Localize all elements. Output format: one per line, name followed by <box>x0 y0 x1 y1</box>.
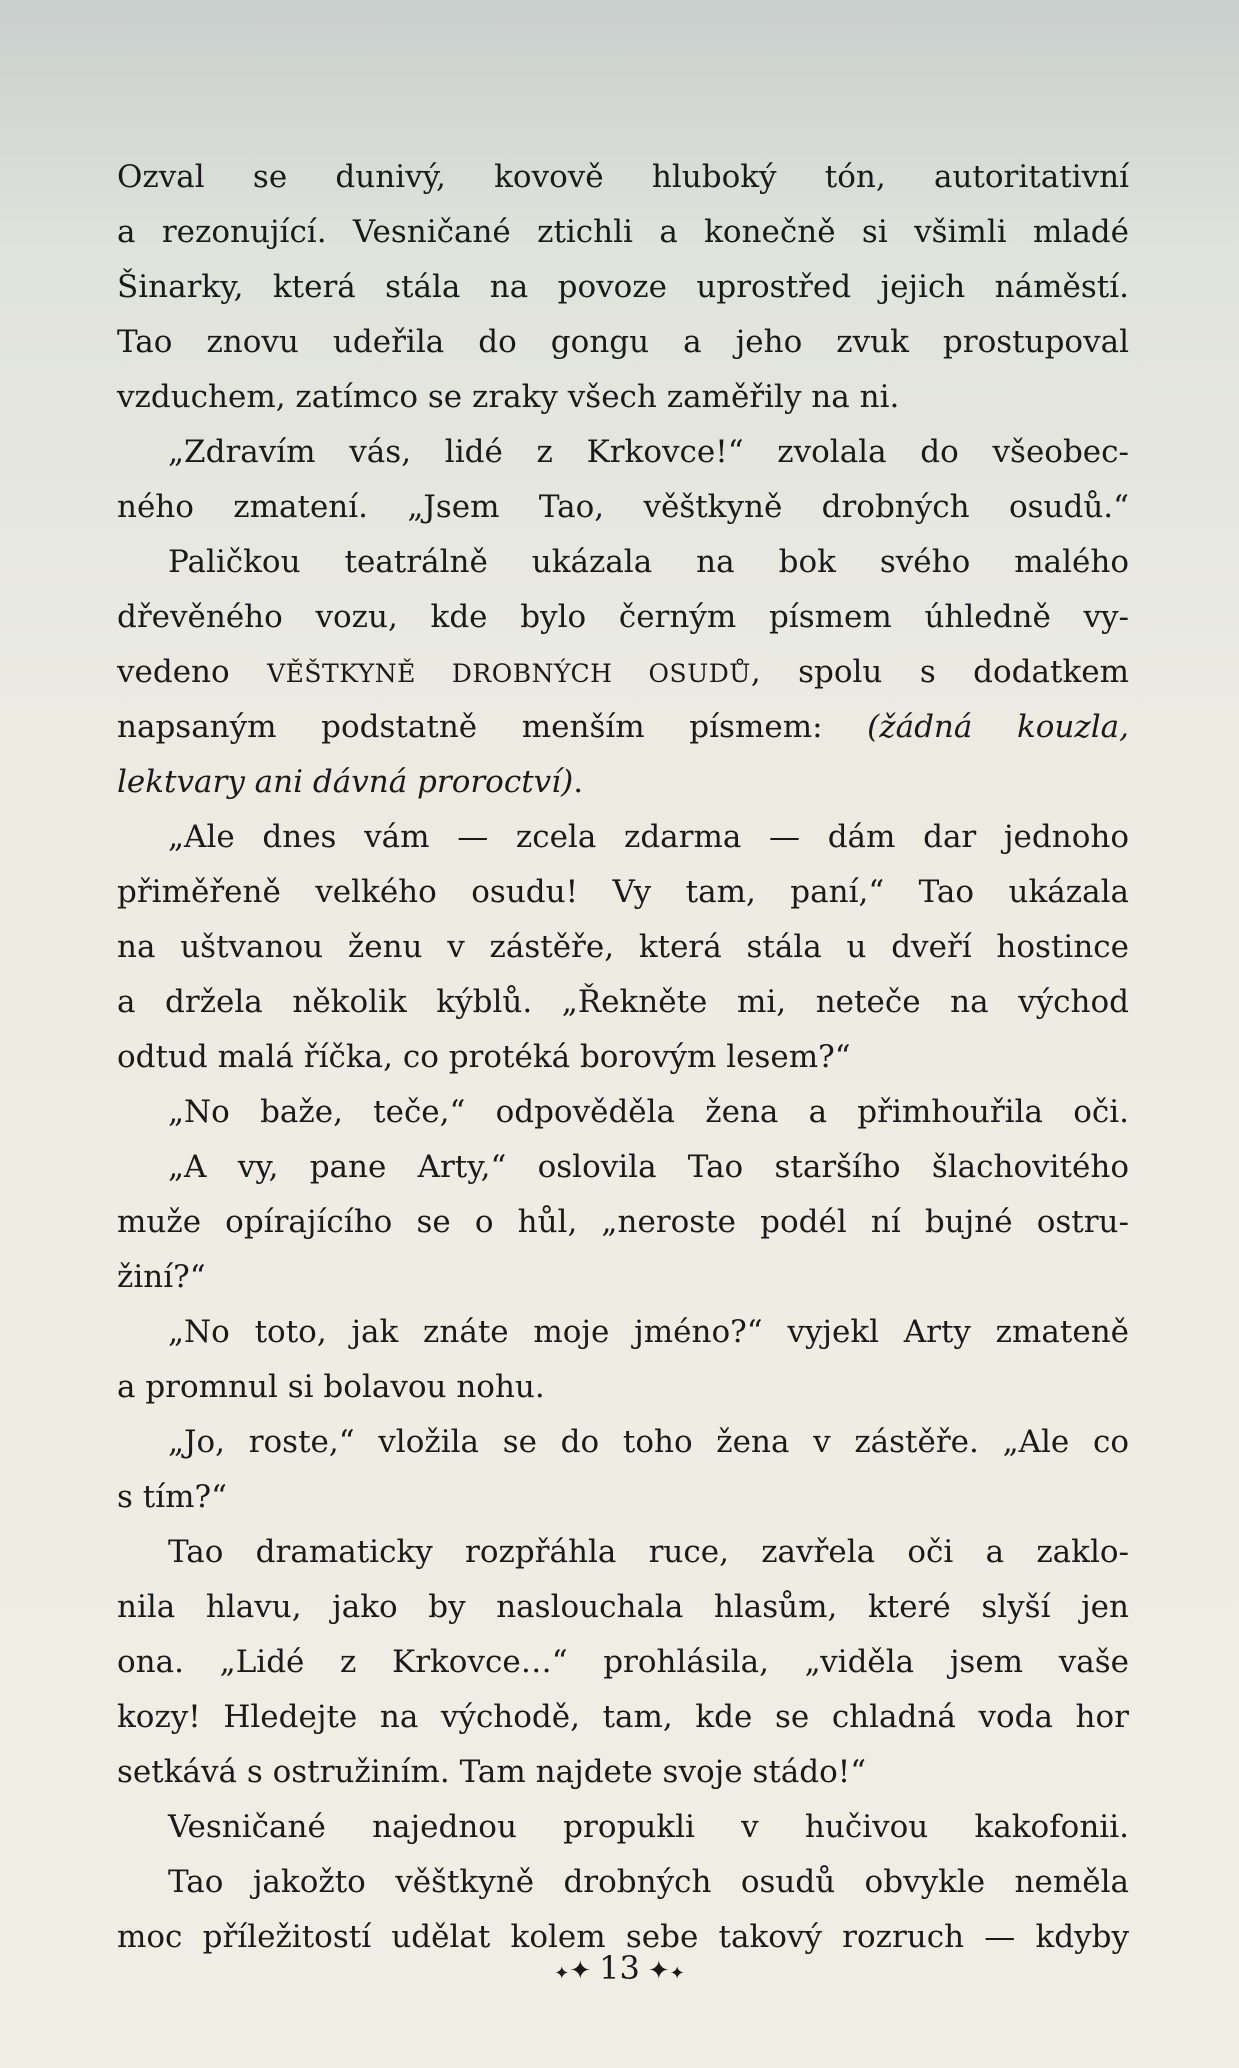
page-number-footer <box>0 1948 1239 1994</box>
text-line: „A vy, pane Arty,“ oslovila Tao staršího šlachovitého <box>168 1149 1129 1185</box>
text-line <box>117 645 1129 700</box>
text-line: „Jo, roste,“ vložila se do toho žena v zástěře. „Ale co <box>168 1424 1129 1460</box>
text-line: Ozval se dunivý, kovově hluboký tón, autoritativní <box>117 159 1129 195</box>
text-line: Vesničané najednou propukli v hučivou kakofonii. <box>168 1809 1129 1845</box>
text-line: ona. „Lidé z Krkovce…“ prohlásila, „viděla jsem vaše <box>117 1644 1129 1680</box>
text-line: „Zdravím vás, lidé z Krkovce!“ zvolala do všeobec- <box>168 434 1129 470</box>
text-run: vedeno <box>117 654 268 690</box>
text-line: Tao jakožto věštkyně drobných osudů obvykle neměla <box>168 1864 1129 1900</box>
text-line: Tao dramaticky rozpřáhla ruce, zavřela oči a zaklo- <box>168 1534 1129 1570</box>
text-line: žiní?“ <box>117 1259 206 1295</box>
text-line: setkává s ostružiním. Tam najdete svoje stádo!“ <box>117 1754 867 1790</box>
text-line: vzduchem, zatímco se zraky všech zaměřily na ni. <box>117 379 900 415</box>
text-line: a držela několik kýblů. „Řekněte mi, neteče na východ <box>117 984 1129 1020</box>
text-line: odtud malá říčka, co protéká borovým lesem?“ <box>117 1039 851 1075</box>
text-line: ného zmatení. „Jsem Tao, věštkyně drobných osudů.“ <box>117 489 1129 525</box>
text-line: „No baže, teče,“ odpověděla žena a přimhouřila oči. <box>168 1094 1129 1130</box>
text-line: muže opírajícího se o hůl, „neroste podél ní bujné ostru- <box>117 1204 1129 1240</box>
text-line <box>117 755 1129 810</box>
text-line: Tao znovu udeřila do gongu a jeho zvuk prostupoval <box>117 324 1129 360</box>
text-line: a promnul si bolavou nohu. <box>117 1369 545 1405</box>
text-line: kozy! Hledejte na východě, tam, kde se chladná voda hor <box>117 1699 1129 1735</box>
page-number: 13 <box>599 1949 640 1987</box>
text-line: na uštvanou ženu v zástěře, která stála u dveří hostince <box>117 929 1129 965</box>
text-line: s tím?“ <box>117 1479 227 1515</box>
italic-run: (žádná kouzla, <box>867 709 1129 745</box>
star-ornament-icon: ✦ <box>669 1963 685 1984</box>
text-line: a rezonující. Vesničané ztichli a konečně si všimli mladé <box>117 214 1129 250</box>
text-line: „Ale dnes vám — zcela zdarma — dám dar jednoho <box>168 819 1129 855</box>
star-ornament-icon: ✦ <box>569 1956 592 1986</box>
text-line: nila hlavu, jako by naslouchala hlasům, které slyší jen <box>117 1589 1129 1625</box>
text-line: dřevěného vozu, kde bylo černým písmem úhledně vy- <box>117 599 1129 635</box>
text-line: přiměřeně velkého osudu! Vy tam, paní,“ Tao ukázala <box>117 874 1129 910</box>
body-text <box>117 150 1129 1965</box>
text-line: Paličkou teatrálně ukázala na bok svého malého <box>168 544 1129 580</box>
text-run: . <box>573 764 584 800</box>
text-line: Šinarky, která stála na povoze uprostřed jejich náměstí. <box>117 269 1129 305</box>
text-run: napsaným podstatně menším písmem: <box>117 709 868 745</box>
text-line <box>117 700 1129 755</box>
small-caps-run: VĚŠTKYNĚ DROBNÝCH OSUDŮ <box>267 659 751 688</box>
text-line: „No toto, jak znáte moje jméno?“ vyjekl Arty zmateně <box>168 1314 1129 1350</box>
text-run: , spolu s dodatkem <box>750 654 1129 690</box>
text-line: moc příležitostí udělat kolem sebe takový rozruch — kdyby <box>117 1919 1129 1955</box>
star-ornament-icon: ✦ <box>554 1963 570 1984</box>
italic-run: lektvary ani dávná proroctví) <box>117 764 574 800</box>
star-ornament-icon: ✦ <box>647 1956 670 1986</box>
